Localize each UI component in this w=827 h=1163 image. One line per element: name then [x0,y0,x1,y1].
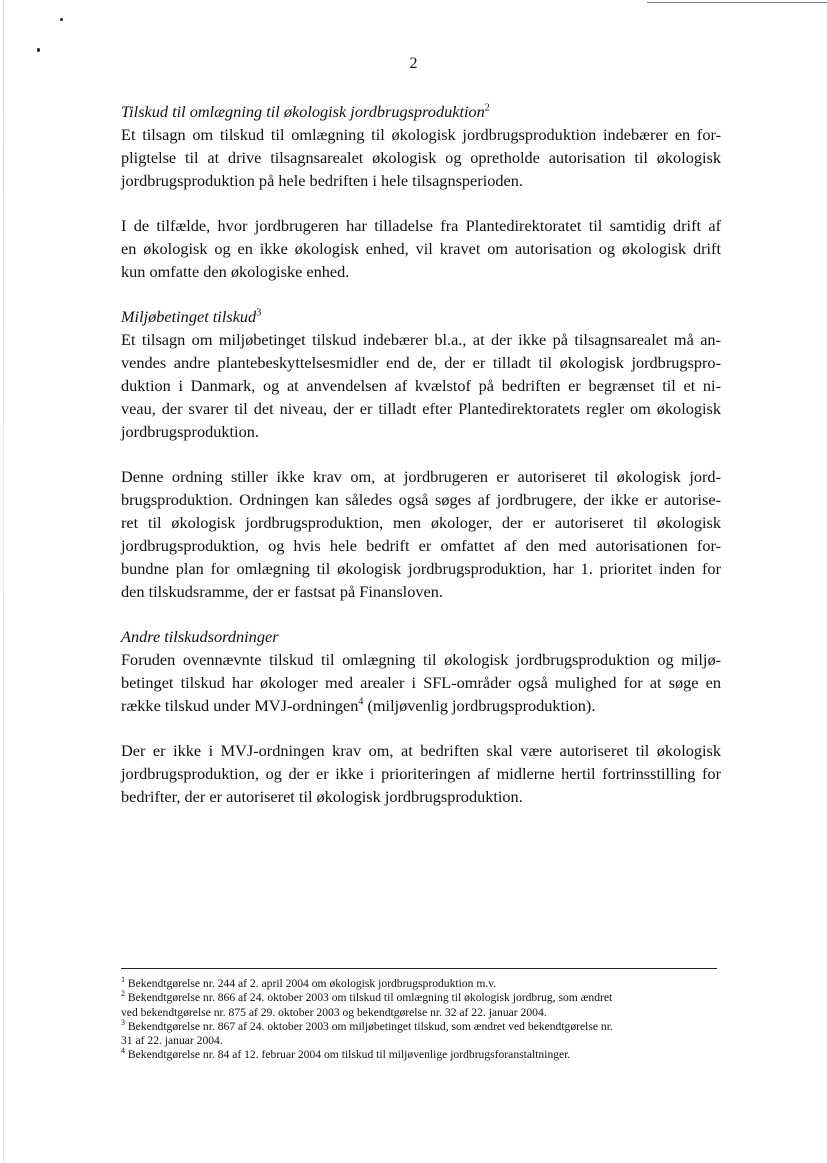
section-omlaegning [121,100,721,192]
footnote-number: 4 [121,1046,125,1056]
paragraph-line: den tilskudsramme, der er fastsat på Finansloven. [121,582,443,601]
footnote-ref: 2 [484,102,490,114]
paragraph-line: I de tilfælde, hvor jordbrugeren har tilladelse fra Plantedirektoratet til samtidig drift af [121,216,721,235]
footnote [121,977,717,991]
paragraph [121,465,721,603]
paragraph-line: duktion i Danmark, og at anvendelsen af kvælstof på bedriften er begrænset til et ni- [121,376,721,395]
paragraph-line: bedrifter, der er autoriseret til økologisk jordbrugsproduktion. [121,787,523,806]
paragraph [121,648,721,717]
paragraph [121,214,721,283]
scan-edge-top [647,2,827,3]
footnote-number: 3 [121,1018,125,1028]
paragraph-line: bundne plan for omlægning til økologisk jordbrugsproduktion, har 1. prioritet inden for [121,559,721,578]
paragraph-line: kun omfatte den økologiske enhed. [121,262,350,281]
paragraph-line: Foruden ovennævnte tilskud til omlægning til økologisk jordbrugsproduktion og miljø- [121,650,721,669]
footnote-ref: 3 [256,307,262,319]
footnote-text: ved bekendtgørelse nr. 875 af 29. oktober 2003 og bekendtgørelse nr. 32 af 22. januar 2004. [121,1005,547,1019]
paragraph-line: jordbrugsproduktion på hele bedriften i hele tilsagnsperioden. [121,171,523,190]
paragraph [121,739,721,808]
paragraph-line: jordbrugsproduktion, og der er ikke i prioriteringen af midlerne hertil fortrinsstilling for [121,764,721,783]
paragraph-line: veau, der svarer til det niveau, der er tilladt efter Plantedirektoratets regler om økologisk [121,399,721,418]
scan-speck [60,18,63,21]
section-heading: Tilskud til omlægning til økologisk jordbrugsproduktion$^2$ [121,102,490,121]
footnote-divider [121,968,717,969]
paragraph-line: række tilskud under MVJ-ordningen$^4$ (miljøvenlig jordbrugsproduktion). [121,696,596,715]
paragraph [121,328,721,443]
section-andre-tilskudsordninger [121,625,721,717]
footnote [121,1048,717,1062]
section-heading: Andre tilskudsordninger [121,627,279,646]
footnote-text: Bekendtgørelse nr. 244 af 2. april 2004 om økologisk jordbrugsproduktion m.v. [127,977,497,990]
paragraph-line: jordbrugsproduktion. [121,422,259,441]
footnote-text: Bekendtgørelse nr. 867 af 24. oktober 2003 om miljøbetinget tilskud, som ændret ved bekendtgørelse nr. [127,1019,613,1033]
paragraph [121,123,721,192]
paragraph-line: Der er ikke i MVJ-ordningen krav om, at bedriften skal være autoriseret til økologisk [121,741,721,760]
section-heading: Miljøbetinget tilskud$^3$ [121,307,262,326]
footnote-text: Bekendtgørelse nr. 84 af 12. februar 2004 om tilskud til miljøvenlige jordbrugsforanstaltninger. [127,1048,571,1062]
paragraph-block [121,739,721,808]
paragraph-line: Denne ordning stiller ikke krav om, at jordbrugeren er autoriseret til økologisk jord- [121,467,721,486]
section-miljoebetinget [121,305,721,443]
paragraph-line: jordbrugsproduktion, og hvis hele bedrift er omfattet af den med autorisationen for- [121,536,721,555]
page-number: 2 [409,55,418,72]
scan-edge-left [3,0,4,1163]
paragraph-line: ret til økologisk jordbrugsproduktion, men økologer, der er autoriseret til økologisk [121,513,721,532]
paragraph-line: brugsproduktion. Ordningen kan således også søges af jordbrugere, der ikke er autorise- [121,490,721,509]
footnote-ref: 4 [358,696,364,708]
paragraph-line: betinget tilskud har økologer med arealer i SFL-områder også mulighed for at søge en [121,673,721,692]
footnote [121,1020,717,1049]
paragraph-block [121,465,721,603]
footnote-number: 1 [121,975,125,985]
footnotes [121,968,717,1063]
paragraph-line: en økologisk og en ikke økologisk enhed, vil kravet om autorisation og økologisk drift [121,239,721,258]
footnote-text: Bekendtgørelse nr. 866 af 24. oktober 2003 om tilskud til omlægning til økologisk jordbrug, som ændret [127,991,613,1005]
paragraph-block [121,214,721,283]
paragraph-line: Et tilsagn om tilskud til omlægning til økologisk jordbrugsproduktion indebærer en for- [121,125,721,144]
paragraph-line: pligtelse til at drive tilsagnsarealet økologisk og opretholde autorisation til økologisk [121,148,721,167]
paragraph-line: Et tilsagn om miljøbetinget tilskud indebærer bl.a., at der ikke på tilsagnsarealet må an- [121,330,721,349]
footnote-number: 2 [121,989,125,999]
footnote [121,991,717,1020]
scan-speck [37,48,40,52]
document-body [121,100,721,830]
footnote-text: 31 af 22. januar 2004. [121,1034,223,1048]
paragraph-line: vendes andre plantebeskyttelsesmidler end de, der er tilladt til økologisk jordbrugspro- [121,353,721,372]
